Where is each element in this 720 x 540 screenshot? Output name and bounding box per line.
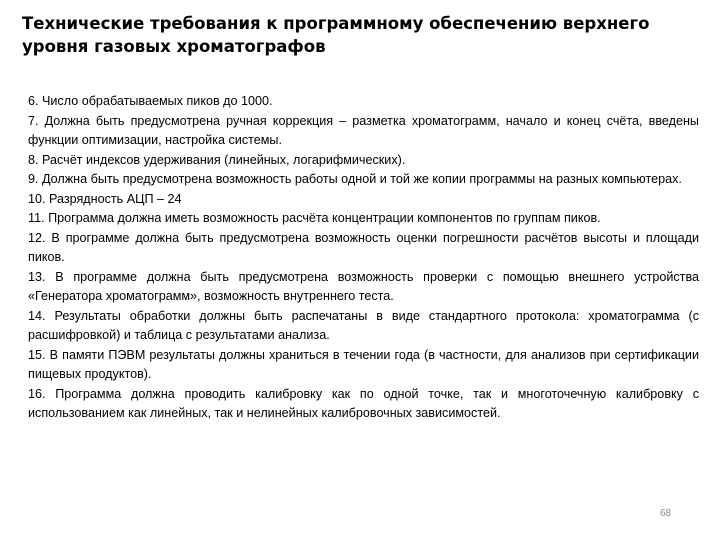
requirement-item: 16. Программа должна проводить калибровку как по одной точке, так и многоточечную калибровку с использованием как линейных, так и нелинейных калибровочных зависимостей. <box>28 386 699 420</box>
requirement-item: 14. Результаты обработки должны быть распечатаны в виде стандартного протокола: хроматограмма (с расшифровкой) и таблица с результатами анализа. <box>28 308 699 342</box>
requirement-item: 6. Число обрабатываемых пиков до 1000. <box>28 94 273 108</box>
requirement-item: 15. В памяти ПЭВМ результаты должны храниться в течении года (в частности, для анализов при сертификации пищевых продуктов). <box>28 347 699 381</box>
requirement-item: 12. В программе должна быть предусмотрена возможность оценки погрешности расчётов высоты и площади пиков. <box>28 230 699 264</box>
page-number: 68 <box>660 508 672 519</box>
requirement-item: 10. Разрядность АЦП – 24 <box>28 191 182 206</box>
requirement-item: 13. В программе должна быть предусмотрена возможность проверки с помощью внешнего устройства «Генератора хроматограмм», возможность внутреннего теста. <box>28 269 699 303</box>
slide-title: Технические требования к программному обеспечению верхнего уровня газовых хроматографов <box>22 14 650 56</box>
requirement-item: 7. Должна быть предусмотрена ручная коррекция – разметка хроматограмм, начало и конец счёта, введены функции оптимизации, настройка системы. <box>28 113 699 147</box>
requirement-item: 11. Программа должна иметь возможность расчёта концентрации компонентов по группам пиков. <box>28 211 601 225</box>
requirement-item: 9. Должна быть предусмотрена возможность работы одной и той же копии программы на разных компьютерах. <box>28 172 682 186</box>
requirement-item: 8. Расчёт индексов удерживания (линейных, логарифмических). <box>28 152 406 167</box>
requirements-list <box>28 92 699 424</box>
